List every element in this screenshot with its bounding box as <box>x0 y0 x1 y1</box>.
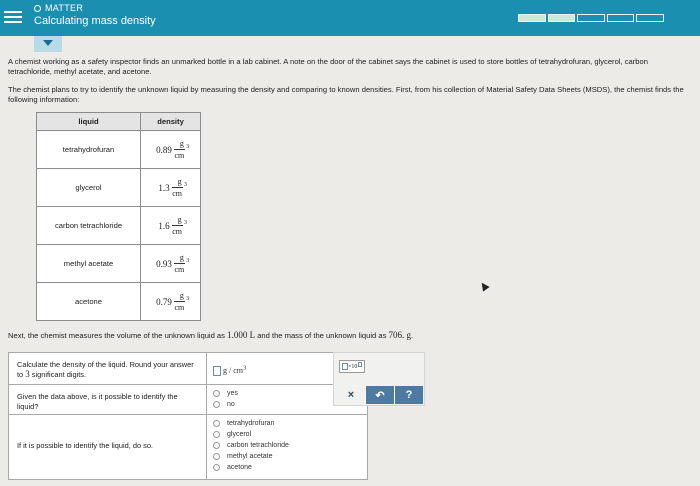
progress-segment <box>518 14 546 22</box>
option-label: methyl acetate <box>227 453 273 460</box>
page-title: Calculating mass density <box>34 15 156 27</box>
answer-table <box>8 352 368 480</box>
top-bar <box>0 0 700 36</box>
radio-button[interactable] <box>213 431 220 438</box>
collapse-toggle[interactable] <box>34 36 62 52</box>
liquid-option[interactable] <box>213 440 361 451</box>
answer-tools-panel <box>333 352 425 406</box>
undo-button[interactable]: ↶ <box>366 386 395 404</box>
liquid-options <box>207 415 367 479</box>
density-unit: g cm 3 <box>174 291 190 312</box>
table-row <box>37 169 201 207</box>
intro-paragraph-1: A chemist working as a safety inspector finds an unmarked bottle in a lab cabinet. A note on the door of the cabinet says the cabinet is used to store bottles of tetrahydrofuran, glycerol, carbon tetrachloride, methyl acetate, and acetone. <box>8 57 648 76</box>
liquid-name: methyl acetate <box>37 245 141 283</box>
density-unit: g / $cm^3$ <box>223 364 247 375</box>
option-label: glycerol <box>227 431 252 438</box>
radio-button[interactable] <box>213 453 220 460</box>
radio-button[interactable] <box>213 420 220 427</box>
radio-button[interactable] <box>213 442 220 449</box>
density-unit: g cm 3 <box>172 177 188 198</box>
option-label: acetone <box>227 464 252 471</box>
progress-segment <box>636 14 664 22</box>
radio-button[interactable] <box>213 464 220 471</box>
liquid-name: tetrahydrofuran <box>37 131 141 169</box>
option-label: no <box>227 401 235 408</box>
table-row <box>37 283 201 321</box>
answer-row-liquid <box>9 415 367 479</box>
chevron-down-icon <box>43 40 53 46</box>
scientific-notation-button[interactable]: ×10 <box>339 360 365 373</box>
density-unit: g cm 3 <box>174 253 190 274</box>
option-label: yes <box>227 390 238 397</box>
topic-label: MATTER <box>34 3 83 13</box>
question-density: Calculate the density of the liquid. Round your answer to 3 significant digits. <box>9 353 207 384</box>
progress-segment <box>548 14 576 22</box>
mouse-cursor-icon <box>478 280 489 291</box>
help-button[interactable]: ? <box>395 386 423 404</box>
option-label: tetrahydrofuran <box>227 420 275 427</box>
radio-button[interactable] <box>213 390 220 397</box>
liquid-option[interactable] <box>213 429 361 440</box>
liquid-name: carbon tetrachloride <box>37 207 141 245</box>
question-identify: Given the data above, is it possible to identify the liquid? <box>9 385 207 414</box>
liquid-name: acetone <box>37 283 141 321</box>
intro-paragraph-2: The chemist plans to try to identify the unknown liquid by measuring the density and comparing to known densities. First, from his collection of Material Safety Data Sheets (MSDS), the chemist finds the following information: <box>8 85 684 104</box>
density-unit: g cm 3 <box>174 139 190 160</box>
topic-status-icon <box>34 5 41 12</box>
density-unit: g cm 3 <box>172 215 188 236</box>
density-table <box>36 112 201 321</box>
density-value: 0.89 g cm 3 <box>141 131 201 169</box>
table-row <box>37 131 201 169</box>
table-row <box>37 207 201 245</box>
progress-segment <box>577 14 605 22</box>
density-value: 1.6 g cm 3 <box>141 207 201 245</box>
liquid-option[interactable] <box>213 462 361 473</box>
menu-icon[interactable] <box>4 11 22 23</box>
option-label: carbon tetrachloride <box>227 442 289 449</box>
exponent-box-icon <box>358 362 362 367</box>
question-which-liquid: If it is possible to identify the liquid, do so. <box>9 415 207 479</box>
progress-segment <box>607 14 635 22</box>
progress-bar <box>518 14 666 22</box>
answer-row-density <box>9 353 367 385</box>
answer-row-identify <box>9 385 367 415</box>
tool-buttons <box>337 386 423 404</box>
column-header-liquid: liquid <box>37 113 141 131</box>
density-value: 0.79 g cm 3 <box>141 283 201 321</box>
volume-value: 1.000 L <box>227 330 256 340</box>
density-input[interactable] <box>213 366 221 376</box>
density-value: 1.3 g cm 3 <box>141 169 201 207</box>
radio-button[interactable] <box>213 401 220 408</box>
column-header-density: density <box>141 113 201 131</box>
mass-value: 706. g <box>388 330 411 340</box>
measurement-text: Next, the chemist measures the volume of the unknown liquid as 1.000 L and the mass of the unknown liquid as 706. g. <box>8 330 414 340</box>
liquid-option[interactable] <box>213 418 361 429</box>
density-value: 0.93 g cm 3 <box>141 245 201 283</box>
liquid-option[interactable] <box>213 451 361 462</box>
liquid-name: glycerol <box>37 169 141 207</box>
table-row <box>37 245 201 283</box>
clear-button[interactable]: × <box>337 386 366 404</box>
